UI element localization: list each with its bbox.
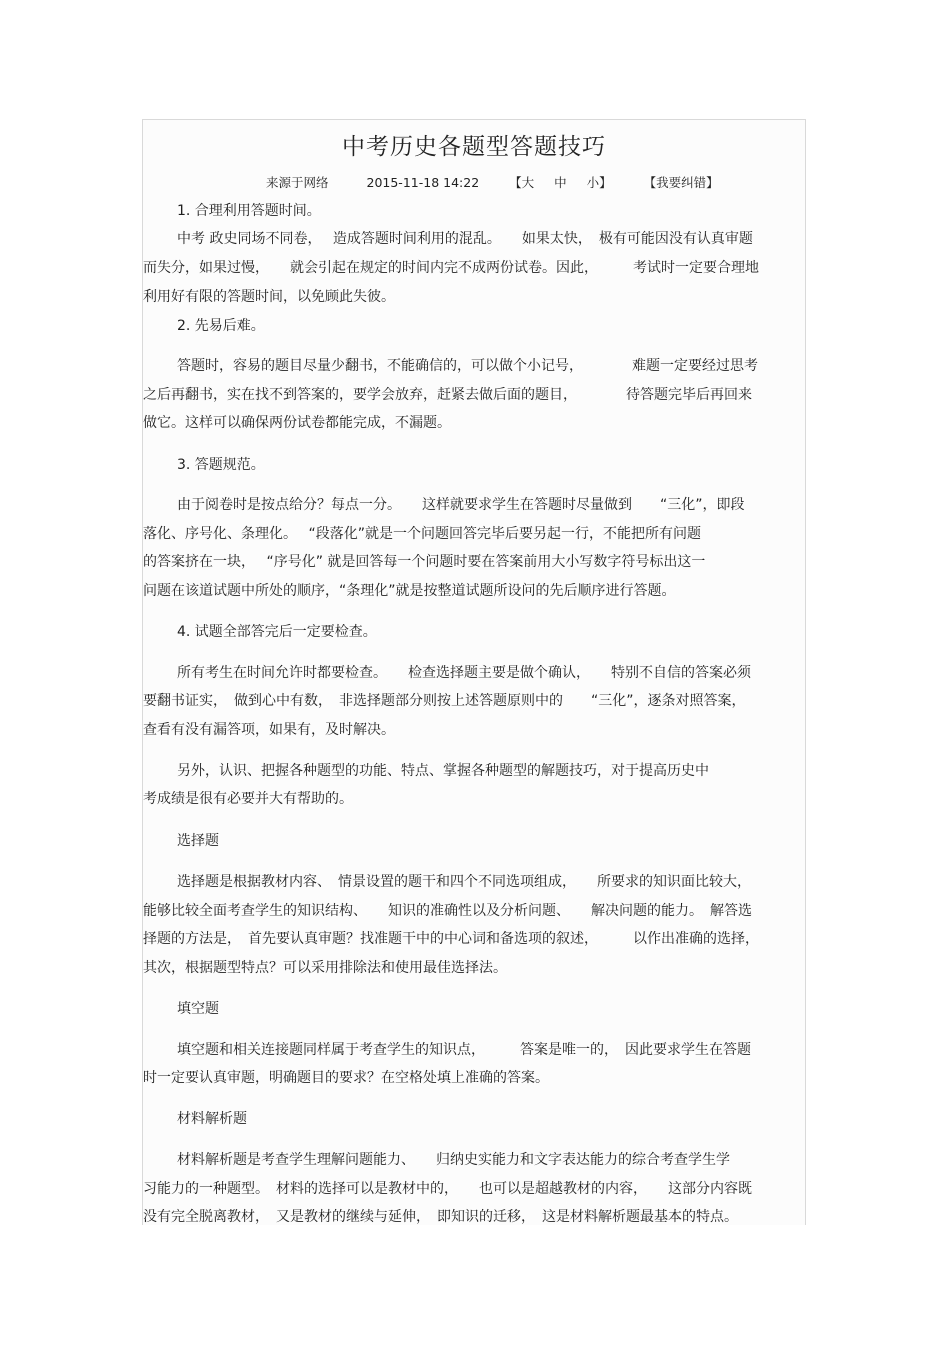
article-title: 中考历史各题型答题技巧 — [342, 134, 606, 160]
paragraph-line: 材料解析题是考查学生理解问题能力、 归纳史实能力和文字表达能力的综合考查学生学 — [177, 1152, 730, 1168]
section-heading: 3. 答题规范。 — [177, 457, 265, 473]
paragraph-line: 做它。这样可以确保两份试卷都能完成，不漏题。 — [143, 415, 451, 431]
article-meta — [266, 173, 719, 191]
font-size-large-button[interactable]: 【大 — [509, 175, 535, 190]
report-error-link[interactable]: 【我要纠错】 — [643, 175, 719, 190]
section-heading: 填空题 — [177, 1001, 219, 1017]
section-heading: 1. 合理利用答题时间。 — [177, 203, 321, 219]
section-heading: 2. 先易后难。 — [177, 318, 265, 334]
section-heading: 4. 试题全部答完后一定要检查。 — [177, 624, 377, 640]
source-label: 来源于网络 — [266, 175, 329, 190]
paragraph-line: 由于阅卷时是按点给分？每点一分。 这样就要求学生在答题时尽量做到 “三化”，即段 — [177, 497, 745, 513]
section-heading: 材料解析题 — [177, 1111, 247, 1127]
font-size-medium-button[interactable]: 中 — [554, 175, 567, 190]
font-size-small-button[interactable]: 小】 — [586, 175, 612, 190]
paragraph-line: 落化、序号化、条理化。 “段落化”就是一个问题回答完毕后要另起一行，不能把所有问题 — [143, 526, 701, 542]
paragraph-line: 而失分，如果过慢， 就会引起在规定的时间内完不成两份试卷。因此， 考试时一定要合理地 — [143, 260, 759, 276]
paragraph-line: 没有完全脱离教材， 又是教材的继续与延伸， 即知识的迁移， 这是材料解析题最基本的特点。 — [143, 1209, 738, 1225]
paragraph-line: 择题的方法是， 首先要认真审题？找准题干中的中心词和备选项的叙述， 以作出准确的选择， — [143, 931, 759, 947]
paragraph-line: 其次，根据题型特点？可以采用排除法和使用最佳选择法。 — [143, 960, 507, 976]
section-heading: 选择题 — [177, 833, 219, 849]
paragraph-line: 答题时，容易的题目尽量少翻书，不能确信的，可以做个小记号， 难题一定要经过思考 — [177, 358, 758, 374]
paragraph-line: 之后再翻书，实在找不到答案的，要学会放弃，赶紧去做后面的题目， 待答题完毕后再回来 — [143, 387, 752, 403]
paragraph-line: 利用好有限的答题时间，以免顾此失彼。 — [143, 289, 395, 305]
paragraph-line: 能够比较全面考查学生的知识结构、 知识的准确性以及分析问题、 解决问题的能力。 解答选 — [143, 903, 752, 919]
paragraph-line: 考成绩是很有必要并大有帮助的。 — [143, 791, 353, 807]
paragraph-line: 问题在该道试题中所处的顺序，“条理化”就是按整道试题所设问的先后顺序进行答题。 — [143, 583, 676, 599]
paragraph-line: 查看有没有漏答项，如果有，及时解决。 — [143, 722, 395, 738]
paragraph-line: 填空题和相关连接题同样属于考查学生的知识点， 答案是唯一的， 因此要求学生在答题 — [177, 1042, 751, 1058]
publish-datetime: 2015-11-18 14:22 — [366, 175, 480, 190]
paragraph-line: 的答案挤在一块， “序号化” 就是回答每一个问题时要在答案前用大小写数字符号标出这一 — [143, 554, 706, 570]
paragraph-line: 要翻书证实， 做到心中有数， 非选择题部分则按上述答题原则中的 “三化”，逐条对照答案， — [143, 693, 746, 709]
paragraph-line: 选择题是根据教材内容、 情景设置的题干和四个不同选项组成， 所要求的知识面比较大， — [177, 874, 751, 890]
paragraph-line: 习能力的一种题型。 材料的选择可以是教材中的， 也可以是超越教材的内容， 这部分内容既 — [143, 1181, 752, 1197]
paragraph-line: 时一定要认真审题，明确题目的要求？在空格处填上准确的答案。 — [143, 1070, 549, 1086]
paragraph-line: 另外，认识、把握各种题型的功能、特点、掌握各种题型的解题技巧，对于提高历史中 — [177, 763, 709, 779]
paragraph-line: 所有考生在时间允许时都要检查。 检查选择题主要是做个确认， 特别不自信的答案必须 — [177, 665, 751, 681]
paragraph-line: 中考 政史同场不同卷， 造成答题时间利用的混乱。 如果太快， 极有可能因没有认真审题 — [177, 231, 753, 247]
